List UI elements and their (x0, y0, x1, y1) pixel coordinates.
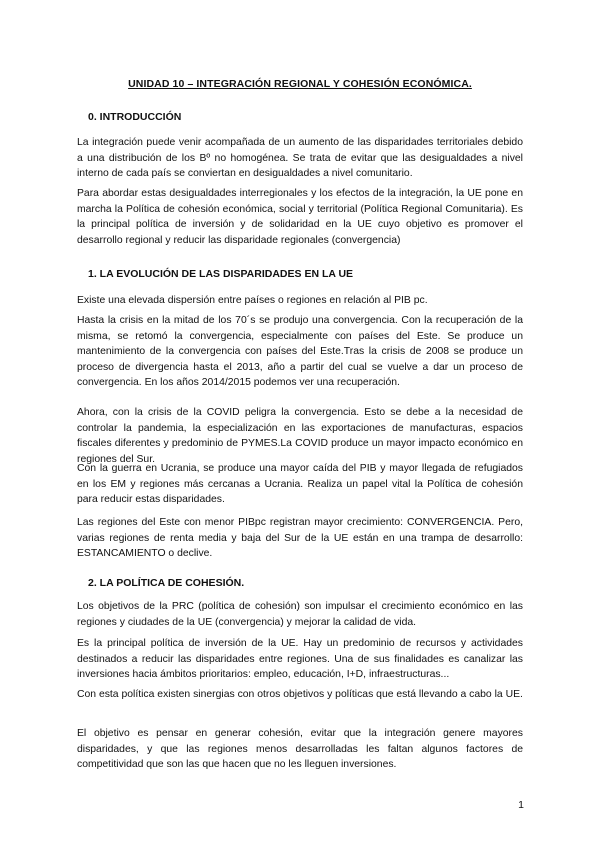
paragraph: Con esta política existen sinergias con otros objetivos y políticas que está llevando a cabo la UE. (77, 689, 523, 700)
paragraph: Es la principal política de inversión de la UE. Hay un predominio de recursos y actividades destinados a reducir las disparidades entre regiones. Una de sus finalidades es canalizar las inversiones hacia ámbitos prioritarios: empleo, educación, I+D, infraestructuras... (77, 638, 523, 681)
paragraph: La integración puede venir acompañada de un aumento de las disparidades territoriales debido a una distribución de los Bº no homogénea. Se trata de evitar que las desigualdades a nivel interno de cada país se conviertan en desigualdades a nivel comunitario. (77, 137, 523, 180)
paragraph: Ahora, con la crisis de la COVID peligra la convergencia. Esto se debe a la necesidad de controlar la pandemia, la especialización en las exportaciones de manufacturas, espacios fiscales diferentes y predominio de PYMES.La COVID produce un mayor impacto económico en regiones del Sur. (77, 407, 523, 465)
paragraph: Las regiones del Este con menor PIBpc registran mayor crecimiento: CONVERGENCIA. Pero, varias regiones de renta media y baja del Sur de la UE están en una trampa de desarrollo: ESTANCAMIENTO o declive. (77, 517, 523, 560)
paragraph: Con la guerra en Ucrania, se produce una mayor caída del PIB y mayor llegada de refugiados en los EM y regiones más cercanas a Ucrania. Realiza un papel vital la Política de cohesión para reducir estas disparidades. (77, 463, 523, 506)
section-heading-politica-cohesion: 2. LA POLÍTICA DE COHESIÓN. (88, 577, 245, 589)
paragraph: El objetivo es pensar en generar cohesión, evitar que la integración genere mayores disparidades, y que las regiones menos desarrolladas les faltan algunos factores de competitividad que son las que hacen que no les lleguen inversiones. (77, 728, 523, 771)
paragraph: Existe una elevada dispersión entre países o regiones en relación al PIB pc. (77, 295, 428, 306)
paragraph: Para abordar estas desigualdades interregionales y los efectos de la integración, la UE pone en marcha la Política de cohesión económica, social y territorial (Política Regional Comunitaria). Es la principal política de inversión y de solidaridad en la UE cuyo objetivo es promover el desarrollo regional y reducir las disparidade regionales (convergencia) (77, 188, 523, 246)
paragraph: Hasta la crisis en la mitad de los 70´s se produjo una convergencia. Con la recuperación de la misma, se retomó la convergencia, especialmente con países del Este. Se produce un mantenimiento de la convergencia con países del Este.Tras la crisis de 2008 se produce un proceso de divergencia hasta el 2013, año a partir del cual se vuelve a dar un proceso de convergencia. En los años 2014/2015 podemos ver una recuperación. (77, 315, 523, 389)
section-heading-evolucion-disparidades: 1. LA EVOLUCIÓN DE LAS DISPARIDADES EN LA UE (88, 268, 354, 280)
paragraph: Los objetivos de la PRC (política de cohesión) son impulsar el crecimiento económico en las regiones y ciudades de la UE (convergencia) y mejorar la calidad de vida. (77, 601, 523, 628)
section-heading-introduccion: 0. INTRODUCCIÓN (88, 111, 182, 123)
document-title: UNIDAD 10 – INTEGRACIÓN REGIONAL Y COHESIÓN ECONÓMICA. (128, 78, 472, 90)
page-number: 1 (518, 799, 524, 811)
